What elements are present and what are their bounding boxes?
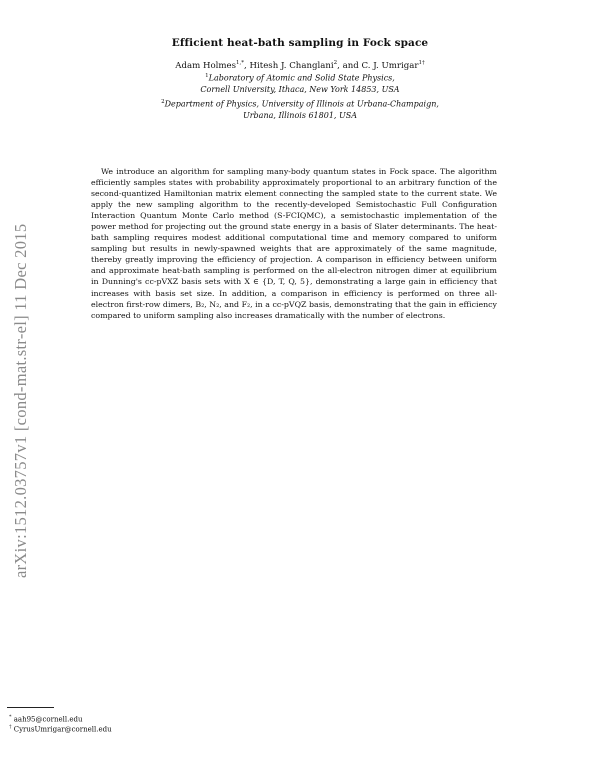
affiliation-2 <box>0 97 600 121</box>
footnote-mark: * <box>9 714 12 720</box>
footnote-email: CyrusUmrigar@cornell.edu <box>13 725 112 734</box>
affiliation-line: Department of Physics, University of Illinois at Urbana-Champaign, <box>164 99 439 109</box>
author-name: Adam Holmes <box>175 60 237 71</box>
footnote-rule <box>7 707 54 708</box>
paper-title: Efficient heat-bath sampling in Fock space <box>171 37 429 49</box>
footnote-mark: † <box>9 724 12 730</box>
author-name: Hitesh J. Changlani <box>249 60 334 71</box>
author-marks: 2 <box>333 60 338 66</box>
author-name: C. J. Umrigar <box>361 60 419 71</box>
author-marks: 1† <box>418 60 425 66</box>
affiliation-line: Laboratory of Atomic and Solid State Physics, <box>208 73 395 83</box>
abstract: We introduce an algorithm for sampling many-body quantum states in Fock space. The algorithm efficiently samples states with probability approximately proportional to an arbitrary function of the second-quantized Hamiltonian matrix element connecting the sampled state to the current state. We apply the new sampling algorithm to the recently-developed Semistochastic Full Configuration Interaction Quantum Monte Carlo method (S-FCIQMC), a semistochastic implementation of the power method for projecting out the ground state energy in a basis of Slater determinants. The heat-bath sampling requires modest additional computational time and memory compared to uniform sampling but results in newly-spawned weights that are approximately of the same magnitude, thereby greatly improving the efficiency of projection. A comparison in efficiency between uniform and approximate heat-bath sampling is performed on the all-electron nitrogen dimer at equilibrium in Dunning's cc-pVXZ basis sets with X ∈ {D, T, Q, 5}, demonstrating a large gain in efficiency that increases with basis set size. In addition, a comparison in efficiency is performed on three all-electron first-row dimers, B₂, N₂, and F₂, in a cc-pVQZ basis, demonstrating that the gain in efficiency compared to uniform sampling also increases dramatically with the number of electrons. <box>91 167 497 320</box>
footnote-2 <box>9 723 112 734</box>
author-marks: 1,* <box>236 60 245 66</box>
author-separator: , <box>244 60 250 71</box>
affiliation-mark: 1 <box>205 73 209 79</box>
affiliation-line: Cornell University, Ithaca, New York 14853, USA <box>200 84 400 94</box>
footnote-email: aah95@cornell.edu <box>13 715 83 724</box>
author-separator: , <box>337 60 343 71</box>
author-list <box>0 60 600 71</box>
author-and: and <box>342 60 362 71</box>
affiliation-line: Urbana, Illinois 61801, USA <box>242 110 357 120</box>
affiliation-mark: 2 <box>161 99 165 105</box>
arxiv-identifier: arXiv:1512.03757v1 [cond-mat.str-el] 11 Dec 2015 <box>11 223 30 578</box>
affiliation-1 <box>0 71 600 95</box>
